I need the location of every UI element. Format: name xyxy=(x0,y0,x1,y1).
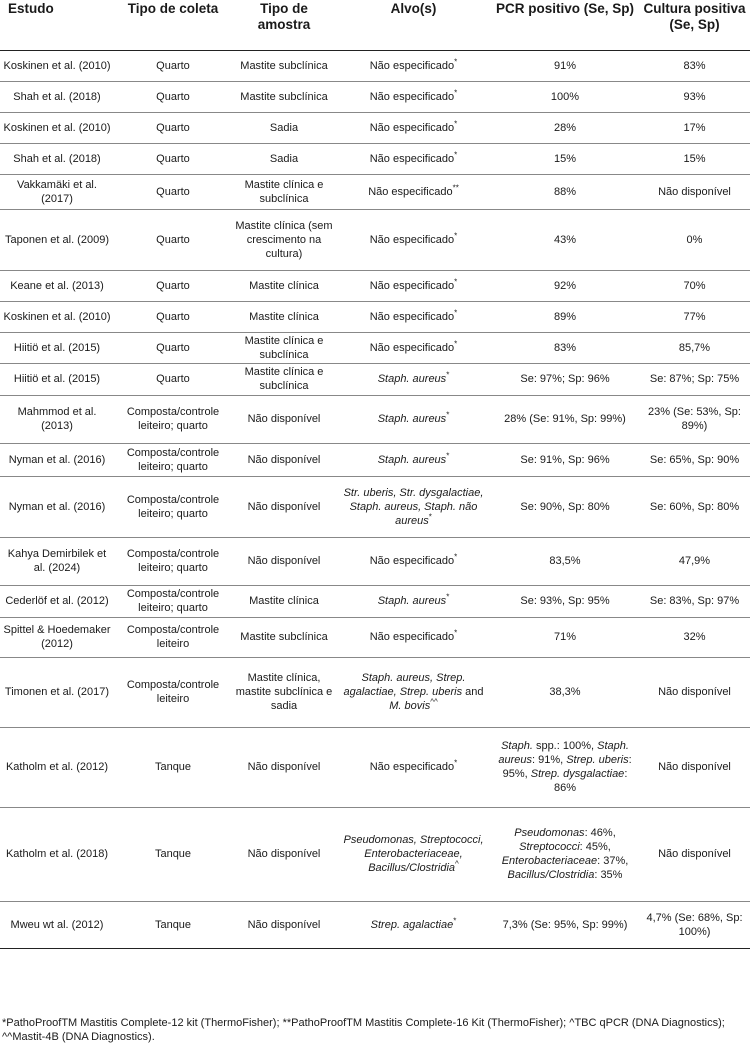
cell-cultura-positiva xyxy=(639,537,750,585)
cell-text: Enterobacteriaceae xyxy=(501,855,598,867)
table-row xyxy=(0,443,750,476)
table-row xyxy=(0,617,750,657)
cell-estudo: Hiitiö et al. (2015) xyxy=(0,363,114,395)
cell-text: Bacillus/Clostridia xyxy=(507,869,595,881)
table-row xyxy=(0,174,750,209)
cell-tipo-coleta: Quarto xyxy=(114,112,232,143)
cell-tipo-amostra: Mastite clínica xyxy=(232,301,336,332)
table-row xyxy=(0,363,750,395)
cell-cultura-positiva xyxy=(639,81,750,112)
cell-alvos xyxy=(336,332,491,363)
cell-estudo: Nyman et al. (2016) xyxy=(0,443,114,476)
table-row xyxy=(0,112,750,143)
cell-alvos xyxy=(336,537,491,585)
cell-alvos xyxy=(336,901,491,948)
cell-tipo-coleta: Quarto xyxy=(114,363,232,395)
table-row xyxy=(0,209,750,270)
footnote-marker: * xyxy=(454,56,458,66)
cell-text: Se: 97%; Sp: 96% xyxy=(520,373,610,385)
header-tipo-amostra: Tipo de amostra xyxy=(232,0,336,50)
table-row xyxy=(0,727,750,807)
cell-cultura-positiva xyxy=(639,476,750,537)
cell-text: 0% xyxy=(686,233,703,246)
cell-tipo-amostra: Mastite subclínica xyxy=(232,81,336,112)
cell-alvos xyxy=(336,807,491,901)
cell-text: Não especificado xyxy=(368,185,453,198)
cell-estudo: Mahmmod et al. (2013) xyxy=(0,395,114,443)
table-row xyxy=(0,332,750,363)
cell-tipo-coleta: Composta/controle leiteiro xyxy=(114,657,232,727)
cell-text: 7,3% (Se: 95%, Sp: 99%) xyxy=(502,918,628,931)
footnote-marker: * xyxy=(454,87,458,97)
cell-cultura-positiva xyxy=(639,657,750,727)
cell-pcr-positivo xyxy=(491,270,639,301)
cell-text: 23% (Se: 53%, Sp: 89%) xyxy=(648,406,741,432)
cell-tipo-amostra: Sadia xyxy=(232,143,336,174)
table-row xyxy=(0,585,750,617)
cell-text: 91% xyxy=(553,59,577,72)
cell-text: 4,7% (Se: 68%, Sp: 100%) xyxy=(646,911,743,938)
table-row xyxy=(0,143,750,174)
cell-pcr-positivo xyxy=(491,537,639,585)
cell-tipo-amostra: Mastite clínica, mastite subclínica e sadia xyxy=(232,657,336,727)
cell-estudo: Mweu wt al. (2012) xyxy=(0,901,114,948)
cell-alvos xyxy=(336,81,491,112)
cell-tipo-amostra: Não disponível xyxy=(232,476,336,537)
cell-pcr-positivo xyxy=(491,395,639,443)
cell-text: Se: 83%, Sp: 97% xyxy=(649,595,740,607)
cell-alvos xyxy=(336,112,491,143)
footnote-marker: * xyxy=(454,552,458,562)
cell-text: Staph. aureus xyxy=(377,595,447,607)
cell-estudo: Koskinen et al. (2010) xyxy=(0,50,114,81)
cell-tipo-amostra: Mastite subclínica xyxy=(232,50,336,81)
cell-text: 15% xyxy=(553,152,577,165)
cell-tipo-amostra: Mastite subclínica xyxy=(232,617,336,657)
cell-pcr-positivo xyxy=(491,174,639,209)
cell-estudo: Koskinen et al. (2010) xyxy=(0,112,114,143)
table-row xyxy=(0,657,750,727)
cell-tipo-amostra: Não disponível xyxy=(232,807,336,901)
footnote-marker: * xyxy=(446,370,450,380)
cell-cultura-positiva xyxy=(639,332,750,363)
cell-tipo-amostra: Não disponível xyxy=(232,395,336,443)
cell-pcr-positivo xyxy=(491,585,639,617)
cell-text: Staph. aureus xyxy=(377,413,447,425)
cell-cultura-positiva xyxy=(639,270,750,301)
cell-alvos xyxy=(336,727,491,807)
cell-alvos xyxy=(336,363,491,395)
cell-tipo-coleta: Composta/controle leiteiro; quarto xyxy=(114,537,232,585)
footnote-marker: * xyxy=(454,230,458,240)
cell-cultura-positiva xyxy=(639,727,750,807)
cell-tipo-amostra: Não disponível xyxy=(232,901,336,948)
header-tipo-coleta: Tipo de coleta xyxy=(114,0,232,50)
cell-text: 28% (Se: 91%, Sp: 99%) xyxy=(504,413,626,425)
cell-estudo: Shah et al. (2018) xyxy=(0,81,114,112)
cell-cultura-positiva xyxy=(639,617,750,657)
cell-pcr-positivo xyxy=(491,332,639,363)
footnote: *PathoProofTM Mastitis Complete-12 kit (ThermoFisher); **PathoProofTM Mastitis Complete-16 Kit (ThermoFisher); ^TBC qPCR (DNA Diagnostics); ^^Mastit-4B (DNA Diagnostics). xyxy=(2,1017,725,1043)
footnote-marker: ^^ xyxy=(430,697,438,707)
cell-tipo-coleta: Quarto xyxy=(114,50,232,81)
cell-text: 93% xyxy=(683,90,706,103)
cell-text: 83% xyxy=(683,59,706,72)
cell-text: : 86% xyxy=(553,768,628,794)
header-alvos: Alvo(s) xyxy=(336,0,491,50)
cell-alvos xyxy=(336,657,491,727)
cell-text: Se: 65%, Sp: 90% xyxy=(649,453,740,466)
cell-tipo-amostra: Não disponível xyxy=(232,727,336,807)
cell-pcr-positivo xyxy=(491,301,639,332)
cell-tipo-coleta: Composta/controle leiteiro; quarto xyxy=(114,585,232,617)
cell-text: Não disponível xyxy=(658,848,731,860)
footnote-marker: ** xyxy=(452,182,459,192)
cell-tipo-coleta: Composta/controle leiteiro xyxy=(114,617,232,657)
cell-tipo-coleta: Composta/controle leiteiro; quarto xyxy=(114,395,232,443)
cell-estudo: Spittel & Hoedemaker (2012) xyxy=(0,617,114,657)
cell-text: 88% xyxy=(553,185,577,198)
footnote-marker: * xyxy=(454,307,458,317)
cell-text: Strep. dysgalactiae xyxy=(530,768,625,780)
cell-text: 92% xyxy=(553,279,577,292)
footnote-marker: * xyxy=(446,592,450,602)
cell-text: Se: 91%, Sp: 96% xyxy=(520,453,610,466)
footnote-marker: * xyxy=(454,149,458,159)
cell-alvos xyxy=(336,443,491,476)
footnote-marker: * xyxy=(446,450,450,460)
cell-text: 47,9% xyxy=(678,555,711,567)
cell-alvos xyxy=(336,174,491,209)
cell-text: Não especificado xyxy=(369,121,455,134)
cell-tipo-amostra: Não disponível xyxy=(232,537,336,585)
cell-estudo: Hiitiö et al. (2015) xyxy=(0,332,114,363)
cell-alvos xyxy=(336,50,491,81)
cell-alvos xyxy=(336,209,491,270)
cell-alvos xyxy=(336,617,491,657)
cell-text: Não especificado xyxy=(369,310,455,323)
cell-tipo-coleta: Tanque xyxy=(114,727,232,807)
cell-cultura-positiva xyxy=(639,143,750,174)
header-row xyxy=(0,0,750,50)
cell-text: Strep. agalactiae xyxy=(370,918,454,931)
cell-text: : 91%, xyxy=(531,754,567,766)
cell-alvos xyxy=(336,270,491,301)
cell-estudo: Cederlöf et al. (2012) xyxy=(0,585,114,617)
cell-pcr-positivo xyxy=(491,209,639,270)
cell-tipo-amostra: Sadia xyxy=(232,112,336,143)
cell-pcr-positivo xyxy=(491,363,639,395)
footnote-marker: * xyxy=(454,758,458,768)
cell-text: Não especificado xyxy=(369,761,455,773)
cell-pcr-positivo xyxy=(491,617,639,657)
cell-text: Staph. aureus xyxy=(377,453,447,466)
cell-text: Não especificado xyxy=(369,152,455,165)
cell-cultura-positiva xyxy=(639,443,750,476)
cell-text: Não especificado xyxy=(369,341,455,354)
table-row xyxy=(0,301,750,332)
footnote-marker: * xyxy=(454,628,458,638)
cell-tipo-coleta: Quarto xyxy=(114,209,232,270)
cell-alvos xyxy=(336,143,491,174)
cell-text: 15% xyxy=(683,152,706,165)
cell-tipo-coleta: Quarto xyxy=(114,301,232,332)
cell-pcr-positivo xyxy=(491,476,639,537)
cell-text: Se: 90%, Sp: 80% xyxy=(520,500,610,513)
cell-cultura-positiva xyxy=(639,50,750,81)
cell-estudo: Taponen et al. (2009) xyxy=(0,209,114,270)
cell-text: Se: 60%, Sp: 80% xyxy=(649,500,740,513)
cell-text: 70% xyxy=(683,279,706,292)
cell-pcr-positivo xyxy=(491,112,639,143)
cell-text: Não especificado xyxy=(369,233,455,246)
table-row xyxy=(0,807,750,901)
cell-tipo-coleta: Quarto xyxy=(114,332,232,363)
cell-tipo-coleta: Quarto xyxy=(114,174,232,209)
cell-cultura-positiva xyxy=(639,301,750,332)
cell-tipo-amostra: Mastite clínica e subclínica xyxy=(232,332,336,363)
cell-text: Streptococci xyxy=(519,841,580,853)
cell-pcr-positivo xyxy=(491,727,639,807)
cell-text: Staph. aureus xyxy=(377,373,447,385)
cell-cultura-positiva xyxy=(639,363,750,395)
cell-alvos xyxy=(336,585,491,617)
cell-text: Não especificado xyxy=(369,279,455,292)
footnote-marker: * xyxy=(428,511,432,521)
table-row xyxy=(0,537,750,585)
cell-estudo: Vakkamäki et al. (2017) xyxy=(0,174,114,209)
table-row xyxy=(0,270,750,301)
cell-cultura-positiva xyxy=(639,174,750,209)
cell-alvos xyxy=(336,301,491,332)
cell-tipo-coleta: Composta/controle leiteiro; quarto xyxy=(114,476,232,537)
cell-text: : 45%, xyxy=(579,841,611,853)
cell-estudo: Shah et al. (2018) xyxy=(0,143,114,174)
footnote-marker: ^ xyxy=(455,859,459,869)
cell-cultura-positiva xyxy=(639,209,750,270)
cell-text: Não especificado xyxy=(369,555,455,567)
cell-text: 32% xyxy=(683,631,706,643)
cell-tipo-coleta: Composta/controle leiteiro; quarto xyxy=(114,443,232,476)
cell-pcr-positivo xyxy=(491,81,639,112)
cell-text: spp.: 100%, xyxy=(532,740,598,752)
cell-text: Staph. xyxy=(501,740,533,752)
cell-alvos xyxy=(336,476,491,537)
table-row xyxy=(0,81,750,112)
cell-estudo: Katholm et al. (2018) xyxy=(0,807,114,901)
cell-text: Pseudomonas, Streptococci, Enterobacteriaceae, Bacillus/Clostridia xyxy=(343,834,484,874)
cell-text: Não disponível xyxy=(658,185,731,198)
cell-tipo-coleta: Quarto xyxy=(114,270,232,301)
cell-text: 71% xyxy=(553,631,577,643)
cell-text: Pseudomonas xyxy=(514,827,585,839)
cell-pcr-positivo xyxy=(491,443,639,476)
cell-pcr-positivo xyxy=(491,807,639,901)
footnote-marker: * xyxy=(446,410,450,420)
cell-tipo-coleta: Quarto xyxy=(114,143,232,174)
cell-text: Staph. aureus, Strep. agalactiae, Strep. uberis xyxy=(343,672,466,698)
cell-tipo-amostra: Mastite clínica xyxy=(232,270,336,301)
cell-text: 17% xyxy=(683,121,706,134)
cell-text: 43% xyxy=(553,233,577,246)
cell-text: 83,5% xyxy=(549,555,581,567)
cell-text: Staph. aureus xyxy=(498,740,629,766)
cell-estudo: Nyman et al. (2016) xyxy=(0,476,114,537)
cell-tipo-coleta: Tanque xyxy=(114,901,232,948)
cell-cultura-positiva xyxy=(639,901,750,948)
cell-tipo-amostra: Mastite clínica e subclínica xyxy=(232,174,336,209)
cell-text: Não disponível xyxy=(658,761,731,773)
cell-text: Não especificado xyxy=(369,59,455,72)
cell-cultura-positiva xyxy=(639,807,750,901)
table-row xyxy=(0,476,750,537)
footnote-marker: * xyxy=(454,276,458,286)
cell-text: 85,7% xyxy=(678,341,711,354)
header-cultura-positiva: Cultura positiva (Se, Sp) xyxy=(639,0,750,50)
cell-estudo: Keane et al. (2013) xyxy=(0,270,114,301)
footnote-marker: * xyxy=(453,915,457,925)
cell-text: and xyxy=(462,686,484,698)
cell-text: 38,3% xyxy=(549,686,581,698)
cell-text: Strep. uberis xyxy=(566,754,629,766)
cell-text: 83% xyxy=(553,341,577,354)
table-row xyxy=(0,901,750,948)
cell-text: 89% xyxy=(553,310,577,323)
header-estudo: Estudo xyxy=(0,0,114,50)
cell-text: Str. uberis, Str. dysgalactiae, Staph. aureus, Staph. não aureus xyxy=(343,486,484,527)
cell-pcr-positivo xyxy=(491,657,639,727)
cell-cultura-positiva xyxy=(639,112,750,143)
cell-estudo: Timonen et al. (2017) xyxy=(0,657,114,727)
cell-alvos xyxy=(336,395,491,443)
cell-text: : 35% xyxy=(594,869,623,881)
cell-text: Não disponível xyxy=(658,686,731,698)
cell-pcr-positivo xyxy=(491,901,639,948)
cell-text: M. bovis xyxy=(389,700,431,712)
footnote-marker: * xyxy=(454,338,458,348)
cell-tipo-amostra: Mastite clínica e subclínica xyxy=(232,363,336,395)
cell-tipo-amostra: Mastite clínica xyxy=(232,585,336,617)
header-pcr-positivo: PCR positivo (Se, Sp) xyxy=(491,0,639,50)
cell-estudo: Koskinen et al. (2010) xyxy=(0,301,114,332)
cell-cultura-positiva xyxy=(639,395,750,443)
cell-text: Não especificado xyxy=(369,90,455,103)
cell-text: : 46%, xyxy=(584,827,616,839)
cell-pcr-positivo xyxy=(491,50,639,81)
cell-pcr-positivo xyxy=(491,143,639,174)
cell-text: Se: 93%, Sp: 95% xyxy=(520,595,610,607)
table-row xyxy=(0,395,750,443)
cell-estudo: Kahya Demirbilek et al. (2024) xyxy=(0,537,114,585)
table-row xyxy=(0,50,750,81)
cell-tipo-amostra: Não disponível xyxy=(232,443,336,476)
cell-estudo: Katholm et al. (2012) xyxy=(0,727,114,807)
cell-text: : 37%, xyxy=(597,855,629,867)
cell-text: 77% xyxy=(683,310,706,323)
footnote-marker: * xyxy=(454,118,458,128)
cell-text: 28% xyxy=(553,121,577,134)
cell-text: Não especificado xyxy=(369,631,455,643)
cell-tipo-coleta: Tanque xyxy=(114,807,232,901)
cell-text: 100% xyxy=(550,90,580,103)
cell-text: : 95%, xyxy=(502,754,632,780)
cell-text: Se: 87%; Sp: 75% xyxy=(649,373,740,385)
cell-tipo-coleta: Quarto xyxy=(114,81,232,112)
cell-cultura-positiva xyxy=(639,585,750,617)
cell-tipo-amostra: Mastite clínica (sem crescimento na cultura) xyxy=(232,209,336,270)
